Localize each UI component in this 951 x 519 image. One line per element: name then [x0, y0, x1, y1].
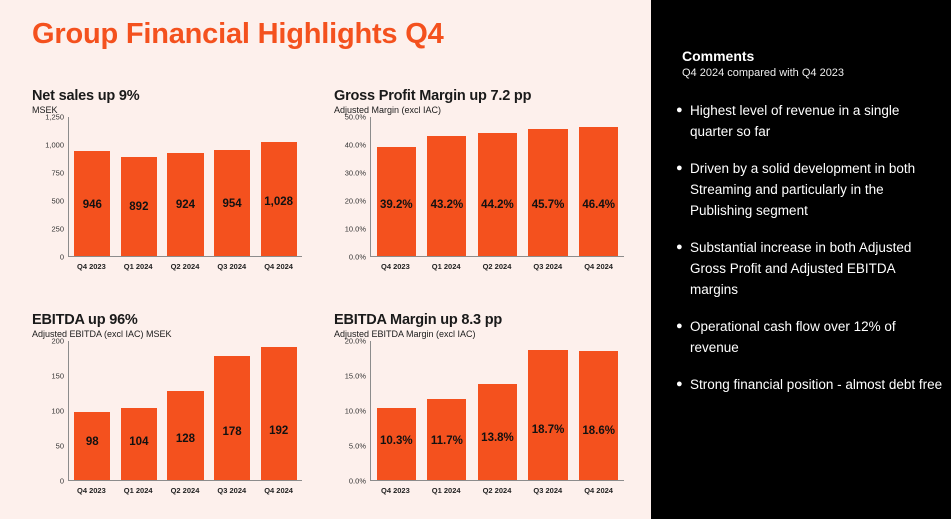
y-tick: 0.0%	[348, 252, 366, 262]
bar-value-label: 13.8%	[481, 432, 514, 445]
chart-panel-net-sales	[32, 88, 302, 278]
chart-panel-ebitda	[32, 312, 302, 502]
bar-value-label: 128	[175, 433, 196, 446]
bar-chart-ebitda-margin	[334, 336, 624, 499]
bar-item	[167, 341, 203, 480]
page-title: Group Financial Highlights Q4	[32, 18, 444, 50]
bar-item	[377, 341, 416, 480]
chart-title: EBITDA Margin up 8.3 pp	[334, 312, 503, 328]
x-tick: Q4 2023	[77, 486, 106, 495]
bar-item	[74, 117, 110, 256]
bullet-icon: ●	[676, 241, 683, 253]
comments-list	[676, 100, 943, 411]
y-axis	[32, 112, 66, 262]
bar-value-label: 104	[129, 435, 149, 448]
bar-value-label: 18.6%	[582, 424, 615, 437]
x-tick: Q4 2024	[264, 486, 293, 495]
x-tick: Q1 2024	[431, 262, 461, 271]
y-axis	[334, 336, 368, 486]
x-tick: Q2 2024	[170, 486, 200, 495]
list-item	[676, 237, 943, 300]
y-tick: 750	[51, 168, 64, 178]
bar[interactable]	[377, 408, 416, 480]
x-tick: Q3 2024	[217, 486, 247, 495]
comments-panel	[651, 0, 951, 519]
y-tick: 250	[51, 224, 64, 234]
bar-value-label: 1,028	[264, 195, 294, 208]
list-item-text: Substantial increase in both Adjusted Gross Profit and Adjusted EBITDA margins	[690, 240, 912, 297]
y-tick: 40.0%	[344, 140, 366, 150]
chart-panel-gross-profit-margin	[334, 88, 624, 278]
x-axis	[68, 259, 302, 275]
comments-subheading: Q4 2024 compared with Q4 2023	[682, 67, 845, 79]
y-tick: 100	[51, 406, 64, 416]
bar-value-label: 45.7%	[531, 198, 565, 211]
x-tick: Q3 2024	[533, 262, 563, 271]
bar-value-label: 10.3%	[379, 435, 413, 448]
x-tick: Q2 2024	[482, 262, 512, 271]
bar[interactable]	[214, 356, 250, 480]
list-item-text: Highest level of revenue in a single quarter so far	[690, 103, 900, 139]
list-item-text: Driven by a solid development in both Streaming and particularly in the Publishing segment	[690, 161, 916, 218]
bar[interactable]	[74, 151, 110, 256]
plot-area	[370, 341, 624, 481]
y-tick: 1,250	[45, 112, 64, 122]
bar-item	[261, 117, 297, 256]
x-tick: Q4 2023	[381, 262, 410, 271]
x-axis	[370, 483, 624, 499]
bullet-icon: ●	[676, 162, 683, 174]
list-item	[676, 158, 943, 221]
bar-chart-ebitda	[32, 336, 302, 499]
y-tick: 5.0%	[348, 441, 366, 451]
x-axis	[68, 483, 302, 499]
comments-heading: Comments	[682, 48, 755, 64]
chart-subtitle: MSEK	[32, 105, 58, 115]
bar-value-label: 192	[269, 424, 289, 437]
bar-item	[478, 117, 517, 256]
y-tick: 30.0%	[344, 168, 366, 178]
x-tick: Q4 2023	[77, 262, 106, 271]
x-tick: Q4 2024	[264, 262, 293, 271]
bar-value-label: 946	[82, 198, 102, 211]
list-item-text: Operational cash flow over 12% of revenue	[690, 319, 896, 355]
bar[interactable]	[167, 153, 203, 256]
bar-value-label: 11.7%	[430, 434, 463, 447]
bar[interactable]	[377, 147, 416, 256]
list-item-text: Strong financial position - almost debt free	[690, 377, 943, 392]
bar-item	[377, 117, 416, 256]
bar-chart-gross-profit-margin	[334, 112, 624, 275]
y-tick: 200	[51, 336, 64, 346]
list-item	[676, 316, 943, 358]
bar[interactable]	[528, 129, 567, 256]
bar[interactable]	[121, 408, 157, 480]
plot-area	[68, 341, 302, 481]
bar-value-label: 18.7%	[531, 424, 565, 437]
bar-item	[528, 117, 567, 256]
x-tick: Q1 2024	[123, 486, 153, 495]
y-tick: 500	[51, 196, 64, 206]
bar-item	[121, 341, 157, 480]
bar[interactable]	[528, 350, 567, 480]
bar-value-label: 178	[222, 426, 242, 439]
bar[interactable]	[121, 157, 157, 256]
bar-item	[579, 117, 618, 256]
x-tick: Q1 2024	[431, 486, 461, 495]
x-tick: Q2 2024	[482, 486, 512, 495]
bar-item	[579, 341, 618, 480]
y-axis	[32, 336, 66, 486]
bar[interactable]	[74, 412, 110, 480]
chart-title: EBITDA up 96%	[32, 312, 138, 328]
bar[interactable]	[427, 136, 466, 256]
bar-item	[261, 341, 297, 480]
bar[interactable]	[478, 133, 517, 256]
bar-value-label: 954	[222, 197, 242, 210]
list-item	[676, 374, 943, 395]
bar-item	[478, 341, 517, 480]
bar-item	[74, 341, 110, 480]
bullet-icon: ●	[676, 378, 683, 390]
x-tick: Q1 2024	[123, 262, 153, 271]
bar-series	[371, 117, 624, 256]
y-tick: 50	[55, 441, 64, 451]
chart-title: Net sales up 9%	[32, 88, 140, 104]
y-tick: 1,000	[45, 140, 64, 150]
bar-value-label: 39.2%	[379, 199, 413, 212]
x-tick: Q4 2023	[381, 486, 410, 495]
bar[interactable]	[579, 351, 618, 480]
chart-subtitle: Adjusted EBITDA (excl IAC) MSEK	[32, 329, 172, 339]
y-tick: 0	[59, 476, 64, 486]
y-tick: 150	[51, 371, 64, 381]
x-axis	[370, 259, 624, 275]
y-tick: 10.0%	[344, 406, 366, 416]
bar-value-label: 43.2%	[430, 198, 464, 211]
y-tick: 0.0%	[348, 476, 366, 486]
bar[interactable]	[579, 127, 618, 256]
bar-item	[214, 117, 250, 256]
chart-title: Gross Profit Margin up 7.2 pp	[334, 88, 532, 104]
bar[interactable]	[214, 150, 250, 256]
bar-value-label: 98	[85, 435, 99, 448]
y-tick: 10.0%	[344, 224, 366, 234]
bar-value-label: 924	[175, 199, 196, 212]
bar[interactable]	[478, 384, 517, 480]
bar-item	[121, 117, 157, 256]
list-item	[676, 100, 943, 142]
x-tick: Q3 2024	[533, 486, 563, 495]
y-axis	[334, 112, 368, 262]
bar-series	[69, 341, 302, 480]
y-tick: 0	[59, 252, 64, 262]
bullet-icon: ●	[676, 104, 683, 116]
x-tick: Q2 2024	[170, 262, 200, 271]
y-tick: 50.0%	[344, 112, 366, 122]
bar-item	[528, 341, 567, 480]
bar-item	[167, 117, 203, 256]
chart-subtitle: Adjusted EBITDA Margin (excl IAC)	[334, 329, 476, 339]
bar-series	[371, 341, 624, 480]
y-tick: 20.0%	[344, 336, 366, 346]
bar-item	[427, 117, 466, 256]
bar-chart-net-sales	[32, 112, 302, 275]
y-tick: 15.0%	[344, 371, 366, 381]
bar-item	[214, 341, 250, 480]
bar[interactable]	[167, 391, 203, 480]
x-tick: Q4 2024	[584, 262, 613, 271]
x-tick: Q4 2024	[584, 486, 613, 495]
bar-value-label: 892	[129, 200, 149, 213]
bar[interactable]	[261, 347, 297, 480]
bar-series	[69, 117, 302, 256]
x-tick: Q3 2024	[217, 262, 247, 271]
bar[interactable]	[427, 399, 466, 480]
bar-value-label: 46.4%	[582, 199, 615, 212]
chart-subtitle: Adjusted Margin (excl IAC)	[334, 105, 442, 115]
bar-value-label: 44.2%	[481, 199, 514, 212]
bar-item	[427, 341, 466, 480]
y-tick: 20.0%	[344, 196, 366, 206]
chart-panel-ebitda-margin	[334, 312, 624, 502]
bar[interactable]	[261, 142, 297, 256]
plot-area	[370, 117, 624, 257]
bullet-icon: ●	[676, 320, 683, 332]
plot-area	[68, 117, 302, 257]
